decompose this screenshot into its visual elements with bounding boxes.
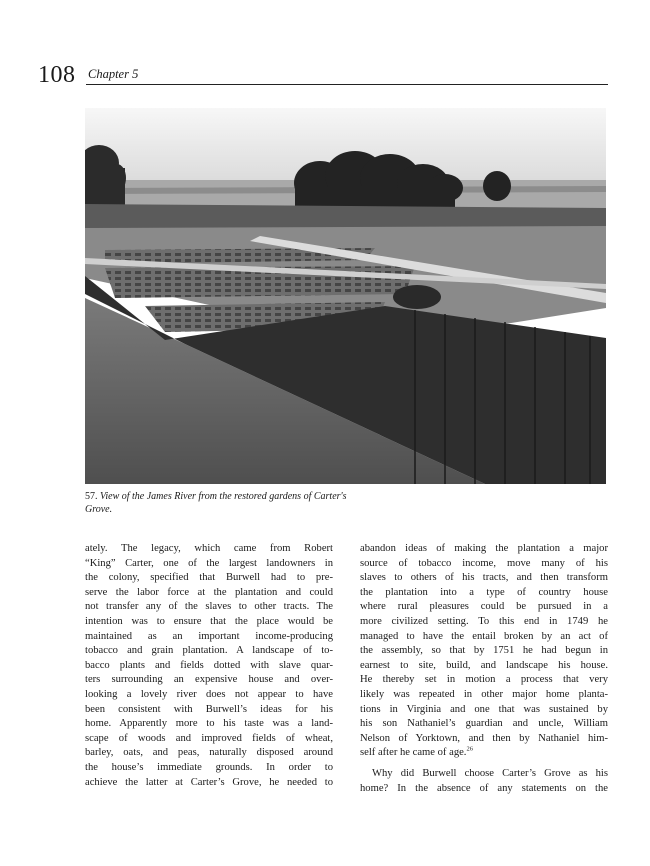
text-line: “King” Carter, one of the largest landowners in xyxy=(85,557,333,569)
running-header xyxy=(38,63,608,89)
text-line: slaves to others of his tracts, and then transform xyxy=(360,572,608,584)
text-line: abandon ideas of making the plantation a major xyxy=(360,543,608,554)
text-line: looking a lovely river does not appear to have xyxy=(85,688,333,700)
page-number: 108 xyxy=(38,62,76,88)
text-column-right xyxy=(360,542,608,796)
text-line: more civilized setting. To this end in 1749 he xyxy=(360,615,608,627)
shrub xyxy=(393,285,441,309)
text-line: achieve the latter at Carter’s Grove, he needed to xyxy=(85,776,333,788)
caption-text: View of the James River from the restored gardens of Carter's Grove. xyxy=(85,491,347,515)
text-line: Nelson of Yorktown, and then by Nathaniel him- xyxy=(360,732,608,744)
text-line: his son Nathaniel’s guardian and uncle, William xyxy=(360,718,608,730)
text-line: Why did Burwell choose Carter’s Grove as his xyxy=(372,767,608,779)
text-line xyxy=(360,746,608,761)
text-line: intention was to ensure that the place would be xyxy=(85,615,333,627)
text-line: serve the labor force at the plantation and could xyxy=(85,586,333,598)
text-line: home? In the absence of any statements on the xyxy=(360,782,608,794)
text-column-left xyxy=(85,542,333,790)
header-rule xyxy=(86,84,608,85)
text-line: not transfer any of the slaves to other tracts. The xyxy=(85,601,333,613)
text-line: maintained as an important income-producing xyxy=(85,630,333,642)
text-line: tobacco and grain plantation. A landscape of to- xyxy=(85,645,333,657)
text-line: scape of woods and improved fields of wheat, xyxy=(85,732,333,744)
figure-photo xyxy=(85,108,606,484)
river-garden-photo xyxy=(85,108,606,484)
figure-number: 57. xyxy=(85,491,100,502)
text-line: the house’s immediate grounds. In order to xyxy=(85,761,333,773)
text-line: likely was repeated in other major home planta- xyxy=(360,688,608,700)
text-line: home. Apparently more to his taste was a land- xyxy=(85,718,333,730)
text-line: earnest to site, build, and landscape his house. xyxy=(360,659,608,671)
text-line: He thereby set in motion a process that very xyxy=(360,674,608,686)
text-line: managed to have the entail broken by an act of xyxy=(360,630,608,642)
text-line: ters surrounding an expensive house and over- xyxy=(85,674,333,686)
text-line: the assembly, so that by 1751 he had begun in xyxy=(360,645,608,657)
chapter-label: Chapter 5 xyxy=(88,67,139,81)
text-line: the plantation into a type of country house xyxy=(360,586,608,598)
text-line: the colony, specified that Burwell had to pre- xyxy=(85,572,333,584)
text-line: barley, oats, and peas, naturally disposed around xyxy=(85,747,333,759)
text-line: been consistent with Burwell’s ideas for his xyxy=(85,703,333,715)
text-line: bacco plants and fields dotted with slave quar- xyxy=(85,659,333,671)
text-line: ately. The legacy, which came from Robert xyxy=(85,543,333,554)
text-line: source of tobacco income, move many of his xyxy=(360,557,608,569)
figure-caption xyxy=(85,490,355,516)
text-line-content: self after he came of age. xyxy=(360,747,467,759)
footnote-ref: 26 xyxy=(466,746,473,753)
text-line: where rural pleasures could be pursued in a xyxy=(360,601,608,613)
text-line: tions in Virginia and one that was sustained by xyxy=(360,703,608,715)
